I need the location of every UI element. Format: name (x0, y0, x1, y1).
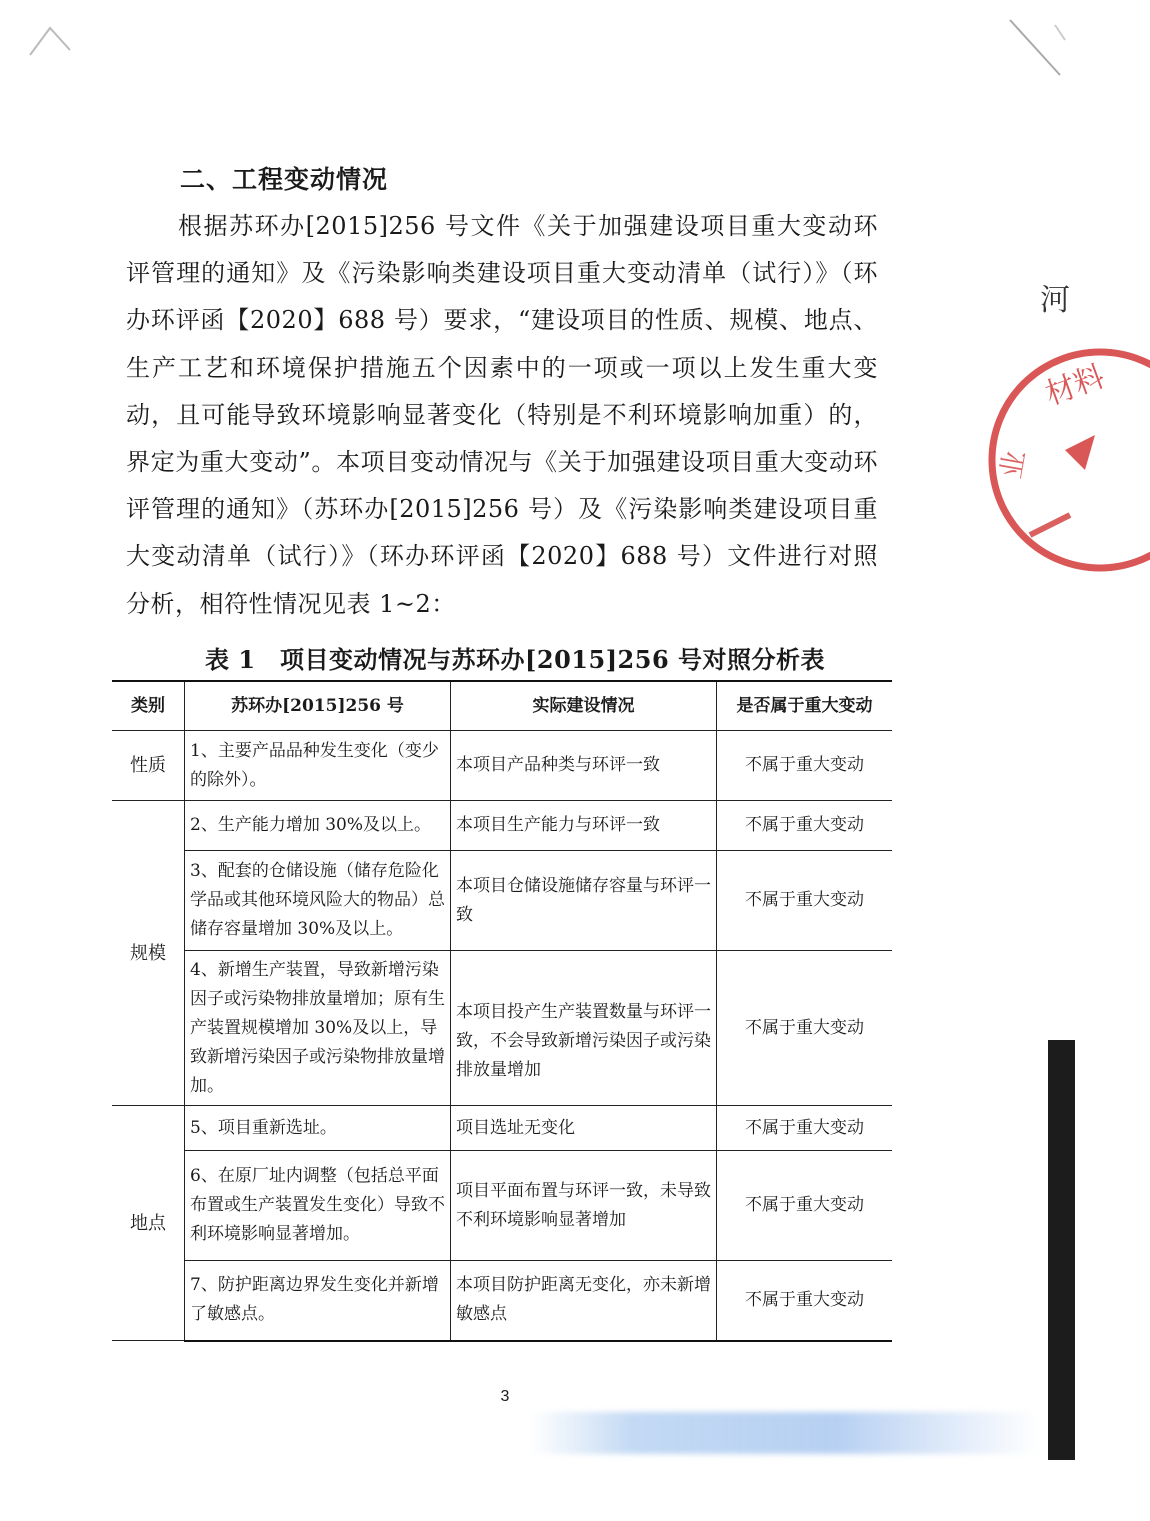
table-row (112, 951, 892, 1106)
actual-cell: 本项目投产生产装置数量与环评一致，不会导致新增污染因子或污染排放量增加 (451, 951, 717, 1106)
standard-cell: 2、生产能力增加 30%及以上。 (185, 801, 451, 851)
result-cell: 不属于重大变动 (717, 801, 893, 851)
table-row (112, 801, 892, 851)
actual-cell: 本项目生产能力与环评一致 (451, 801, 717, 851)
standard-cell: 4、新增生产装置，导致新增污染因子或污染物排放量增加；原有生产装置规模增加 30%及以上，导致新增污染因子或污染物排放量增加。 (185, 951, 451, 1106)
standard-cell: 6、在原厂址内调整（包括总平面布置或生产装置发生变化）导致不利环境影响显著增加。 (185, 1151, 451, 1261)
analysis-table (112, 680, 892, 1342)
scan-shadow (1048, 1040, 1075, 1460)
standard-cell: 1、主要产品品种发生变化（变少的除外）。 (185, 731, 451, 801)
scan-mark-icon (25, 20, 85, 60)
scan-mark-icon (1000, 15, 1070, 85)
result-cell: 不属于重大变动 (717, 1261, 893, 1341)
table-row (112, 1151, 892, 1261)
table-row (112, 731, 892, 801)
standard-cell: 3、配套的仓储设施（储存危险化学品或其他环境风险大的物品）总储存容量增加 30%及以上。 (185, 851, 451, 951)
table-row (112, 851, 892, 951)
svg-text:材料: 材料 (1040, 359, 1110, 413)
actual-cell: 项目平面布置与环评一致，未导致不利环境影响显著增加 (451, 1151, 717, 1261)
actual-cell: 本项目仓储设施储存容量与环评一致 (451, 851, 717, 951)
margin-edge-text: 河 (1040, 283, 1070, 318)
section-heading: 二、工程变动情况 (180, 165, 389, 194)
result-cell: 不属于重大变动 (717, 951, 893, 1106)
standard-cell: 7、防护距离边界发生变化并新增了敏感点。 (185, 1261, 451, 1341)
category-cell: 性质 (112, 731, 185, 801)
scan-streak (530, 1412, 1040, 1454)
result-cell: 不属于重大变动 (717, 851, 893, 951)
table-header-row (112, 681, 892, 731)
table-caption: 表 1 项目变动情况与苏环办[2015]256 号对照分析表 (205, 645, 826, 674)
table-row (112, 1106, 892, 1151)
header-result: 是否属于重大变动 (717, 681, 893, 731)
header-actual: 实际建设情况 (451, 681, 717, 731)
header-category: 类别 (112, 681, 185, 731)
header-standard: 苏环办[2015]256 号 (185, 681, 451, 731)
page-number: 3 (500, 1388, 510, 1405)
category-cell: 地点 (112, 1106, 185, 1341)
svg-text:业: 业 (994, 447, 1032, 482)
actual-cell: 项目选址无变化 (451, 1106, 717, 1151)
result-cell: 不属于重大变动 (717, 1151, 893, 1261)
official-seal-icon (990, 330, 1150, 590)
table-row (112, 1261, 892, 1341)
result-cell: 不属于重大变动 (717, 1106, 893, 1151)
result-cell: 不属于重大变动 (717, 731, 893, 801)
body-paragraph: 根据苏环办[2015]256 号文件《关于加强建设项目重大变动环评管理的通知》及《污染影响类建设项目重大变动清单（试行）》（环办环评函【2020】688 号）要求，“建设项目的性质、规模、地点、生产工艺和环境保护措施五个因素中的一项或一项以上发生重大变动，且可能导致环境影响显著变化（特别是不利环境影响加重）的，界定为重大变动”。本项目变动情况与《关于加强建设项目重大变动环评管理的通知》（苏环办[2015]256 号）及《污染影响类建设项目重大变动清单（试行）》（环办环评函【2020】688 号）文件进行对照分析，相符性情况见表 1~2： (126, 212, 878, 618)
actual-cell: 本项目产品种类与环评一致 (451, 731, 717, 801)
standard-cell: 5、项目重新选址。 (185, 1106, 451, 1151)
category-cell: 规模 (112, 801, 185, 1106)
actual-cell: 本项目防护距离无变化，亦未新增敏感点 (451, 1261, 717, 1341)
